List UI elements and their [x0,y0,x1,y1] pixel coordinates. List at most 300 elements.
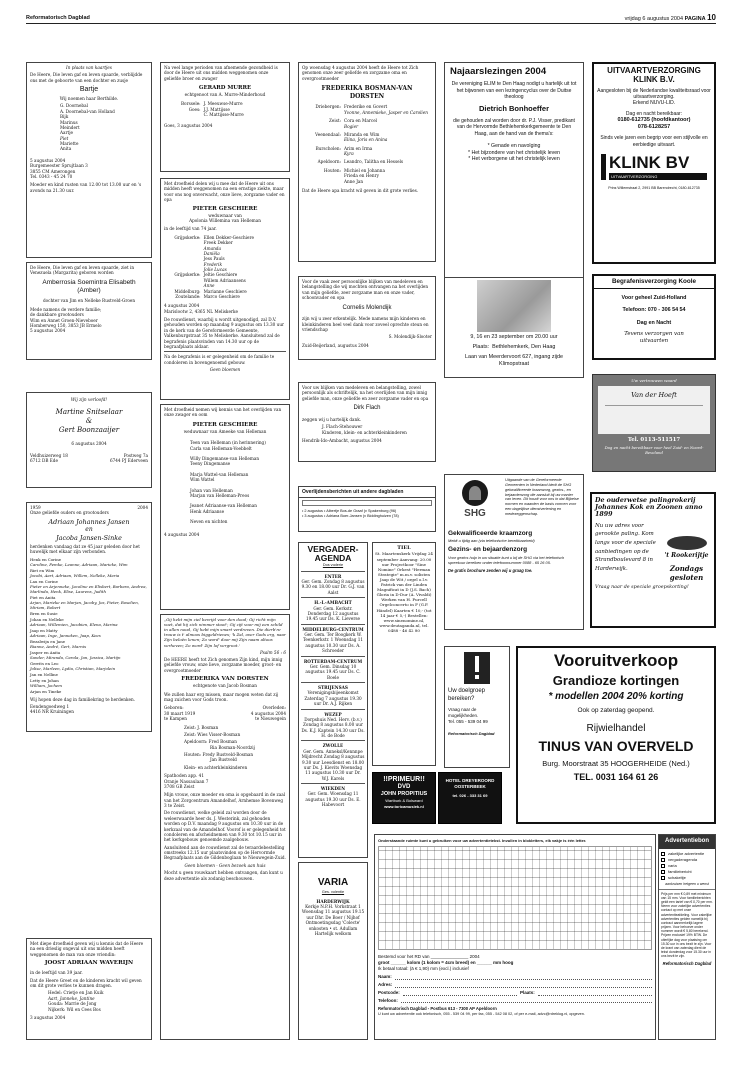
family-member: Ellen Dekker-Geschiere [203,234,254,240]
agenda-text: Ger. Gem. Kerkstr. Donderdag 12 augustus 19.45 uur Ds. K. Lieverse [305,605,361,622]
obituary-bosman [160,614,290,1040]
postcode-field[interactable] [403,990,517,996]
family-member: Frederike en Govert [344,104,388,110]
deceased-name: JOOST ADRIAAN WAVERIJN [44,960,134,967]
fiance-name: Martine Snitselaar [55,408,123,417]
phone-label: Telefoon: [378,997,398,1003]
agenda-text: Verenigingsbijeenkomst Zaterdag 7 augustus 19.30 uur Dr. A.J. Rijken [304,690,362,707]
wife-name: Jacoba Jansen-Sinke [56,533,122,542]
birth-ad-bartje [26,62,152,258]
family-group [164,235,286,273]
year-start: 1959 [30,505,41,510]
paling-closed: Zondags gesloten [669,564,704,583]
shop-phone: TEL. 0031 164 61 26 [573,771,659,782]
klink-text: Erkend NUVU-LID. [632,100,676,107]
place: Houten: [323,167,341,173]
shop-address: Burg. Moorstraat 35 HOOGERHEIDE (Ned.) [542,758,690,768]
family-member: Zeist: J. Bosman [184,724,219,730]
family-member: A. Doornebal-van Holland [60,108,115,114]
obituary-waverijn [26,938,152,1040]
family-line: Arjan, Marieke en Marjan, Jacoby, Jos, Pieter, Roselien, Miriam, Robert [30,599,139,610]
advbon-note: aankruisen hetgeen u wenst [665,882,709,887]
checkbox[interactable] [661,864,665,868]
ad-text: Mocht u geen rouwkaart hebben ontvangen, dan kunt u deze advertentie als zodanig beschouwen. [164,870,283,881]
family-line: William, Jochem [30,682,62,688]
varia-sub: Ges. volentie [321,889,345,894]
deceased-name: Dirk Flach [353,405,381,412]
lecture-place [450,344,578,351]
engagement-ad [26,392,152,488]
advbon-text: Prijs per mm € 0,89 met minimum van 15 mm. Voor familieberichten geldt een tarief van € 0,70 per mm. Neem voor zakelijke advertenties contact op met onze advertentieafdeling. Voor zakelijke advertenties gelden namelijk bij contract aanmerkelijk lagere prijzen. Voor behoeve onder nummer wordt € 5,80 berekend. Prijzen exclusief 19% BTW. De uiterlijke dag voor plaatsing om 15.30 uur in ons bezit te zijn. Voor de krant van zaterdag dient de tekst donderdag voor 15.30 uur in ons bezit te zijn. [659,889,715,961]
family-member: Cora en Marcel [344,118,378,124]
paling-logo [662,522,711,584]
family-line: Jasper en Anita [30,649,61,655]
coupon-note: U kunt uw advertentie ook telefonisch, 055 - 539 04 99, per fax, 055 - 542 08 02, of per e-mail, advc@rdreklog.nl, opgeven. [378,1011,585,1016]
family-member: Marjan van Helleman-Preos [190,492,250,498]
place: Middelburg: [174,288,201,294]
agenda-heading: MIDDELBURG-CENTRUM [302,626,364,632]
place: Goes: [188,106,201,112]
klink-logo [601,154,707,180]
sale-title: Vooruitverkoop [553,651,679,670]
advbon-brand: Reformatorisch Dagblad [662,961,712,967]
family-member: Apeldoorn: Fred Bosman [184,739,237,745]
ad-footer: Moeder en kind rusten van 12.00 tot 13.00 uur en 's avonds na 21.30 uur. [30,182,142,193]
signatory: Hedel: Crietje en Jan Kuik [48,990,104,996]
agenda-item [301,740,365,781]
family-member: Henk Adriaanse [190,508,225,514]
klink-text: Dag en nacht bereikbaar: [625,110,683,117]
paling-logo-text: 't Rookerijtje [664,551,709,559]
family-member: Jeanet Adriaanse-van Helleman [190,503,257,509]
theme: * Het bijzondere van het christelijk leven [468,149,560,156]
ad-sub: echtgenoot van A. Murre-Minderhoud [184,92,266,98]
page-label: PAGINA [684,16,706,22]
section-title: Overlijdensberichten uit andere dagbladen [299,487,435,498]
address-field[interactable] [395,982,652,988]
family-member: Teen van Helleman (in herinnering) [190,440,266,446]
primeur-artist: JOHN PROPITIUS [380,791,428,798]
klink-text: Sinds vele jaren een begrip voor een stijlvolle en eerbiedige uitvaart. [600,135,708,148]
ad-date: Goes, 3 augustus 2004 [164,122,213,128]
postcode-label: Postcode: [378,989,400,995]
ad-age: in de leeftijd van 39 jaar. [30,970,83,976]
bonhoeffer-photo [477,280,551,332]
checkbox[interactable] [661,858,665,862]
theme: * Het verborgene uit het christelijk leven [468,156,560,163]
tiel-concert-ad [372,542,436,766]
concert-heading: TIEL [397,545,411,551]
signatory: Aart, Janneke, Jantine [48,995,95,1001]
paling-ad [590,492,716,628]
ad-text: zeggen wij u hartelijk dank. [302,416,362,422]
family-member: Willy Dingemanse-van Helleman [190,456,260,462]
ad-header: In plaats van kaartjes [66,65,112,70]
family-line: Riet en Wim [30,567,55,573]
ad-body: Voor uw blijken van medeleven en belangstelling, zowel persoonlijk als schriftelijk, na het overlijden van mijn innig geliefde man, onze geliefde en zeer zorgzame vader en opa [302,385,429,401]
signatories [30,990,148,1012]
koole-text: uitvaarten [639,337,669,344]
family-member: Zeist: Wies Visser-Bosman [184,731,241,737]
family-member: Bijk [60,114,69,120]
city-label: Plaats: [520,989,535,995]
ad-header: Wij zijn verloofd! [70,397,108,402]
shg-text: Uitgaande van de Gereformeerde Gemeenten in Nederland biedt de SHG gekwalificeerde kraamzorg, gezins-, en bejaardenzorg die aansluit bij uw manier van leven. Dit houdt voor ons in dat Bijbelse normen en waarden de basis vormen voor een dagelijkse dienstverlening en medezeggenschap. [505,478,579,517]
ad-address: Oranje Nassaulaan 7 [164,778,209,784]
doelgroep-brand: Reformatorisch Dagblad [448,730,495,736]
coupon-instructions: Onderstaande ruimte kunt u gebruiken voor uw advertentietekst. Invullen in blokletters, elk vakje is één letter. [378,838,587,843]
doelgroep-ad [444,646,510,768]
family-list [164,725,286,771]
family-list [30,103,148,151]
other-obituaries-box [298,486,436,532]
family-list [30,557,148,694]
ad-body: Voor de vaak zeer persoonlijke blijken van medeleven en belangstelling die wij mochten ontvangen na het overlijden van mijn geliefde, zeer zorgzame man en onze vader, schoonvader en opa [302,279,429,301]
family-member: Jess Pauls [203,256,225,262]
varia-title: VARIA [317,877,349,888]
died-date: 4 augustus 2004 [250,710,286,716]
themes [450,143,578,163]
obituary-bosman-grandchildren [298,62,436,262]
place: Grijpskerke: [174,272,201,278]
agenda-text: Ger. Gem. Ter Boogkerk W. Teenkerkstr. 1 Woensdag 11 augustus 10.30 uur Ds. A. Schroeder [302,632,364,654]
family-line: Bezalwijn en Jane [30,638,66,644]
coupon-line: Ik betaal totaal: (ä € 1,90) mm (excl.) inclusief [378,965,469,971]
city-field[interactable] [538,990,652,996]
family-member: Aartje [60,130,73,136]
deceased-name: GERARD MURRE [198,85,252,92]
agenda-heading: ROTTERDAM-CENTRUM [303,658,363,664]
ad-address: Eendengoedweg 1 [30,703,70,709]
deceased-name: FREDERIKA BOSMAN-VAN DORSTEN [321,85,413,100]
vdh-top: Uw vertrouwen waard [631,378,677,383]
ad-body: Met diepe droefheid geven wij u kennis dat de Heere na een drieslig ongeval uit ons midden heeft weggenomen de man van onze vriendin: [30,941,144,957]
shg-footer: De gratis brochure zenden wij u graag toe. [448,567,533,573]
ad-text: zijn wij u zeer erkentelijk. Mede namens mijn kinderen en kleinkinderen heel veel dank voor zoveel oprechte steun en vriendschap [302,316,429,332]
ad-footer: Na de begrafenis is er gelegenheid om de familie te condoleren in bovengenoemd gebouw. [164,354,275,365]
thanks-molendijk [298,276,436,360]
varia-box [298,862,368,1040]
agenda-heading: WIEKDEN [320,786,346,792]
doelgroep-title: Uw doelgroep bereiken? [448,688,486,702]
family-member: Arim en Irma [344,145,373,151]
koole-text: Tevens verzorgen van [624,330,684,337]
family-member: Meindert [60,124,80,130]
signature: S. Molendijk-Slooter [388,334,432,340]
ad-city: 3855 CM Amerongen [30,168,76,174]
family-line: Rianne, André, Gert, Marnix [30,643,87,649]
family-member: Mariette [60,141,79,147]
place: Grijpskerke: [174,234,201,240]
died-place: te Nieuwegein [255,716,286,722]
klink-ad [592,62,716,264]
agenda-heading: ZWOLLE [322,743,344,749]
varia-text: Kerkje N.P.H. Vorkstraat 1 Woensdag 11 augustus 19.15 uur Dhr. De Boer / Nijhof Ontmoetingsdag 'Colecte' onkosten • st. Adullam Hartelijk welkom [301,904,365,936]
page-header [26,14,716,24]
family-member: Marco Geschiere [203,293,240,299]
page-number: 10 [707,13,716,22]
ad-footer: Dat de Heere apa kracht wil geven in dit grote verlies. [302,187,419,193]
birth-ad-amber [26,262,152,360]
vdh-footer: Dag en nacht bereikbaar voor heel Zuid- en Noord-Beveland [604,445,704,455]
ad-body: herdenken vandaag dat ze 45 jaar geleden door het huwelijk met elkaar zijn verbonden. [30,543,140,555]
family-line: Arjan en Tineke [30,688,62,694]
ad-phone: Tel. 0343 - 45 24 70 [30,173,73,179]
primeur-url[interactable]: www.toricamusiek.nl [384,803,424,809]
child-name: Amberrosia Soemintra Elisabeth (Amber) [42,278,136,295]
family-line: Bren en Susie [30,610,58,616]
coupon-line: groot ______ kolom (1 kolom = 4cm breed) en ______ mm hoog [378,959,514,965]
family-member: Jan Rustveld [210,757,237,763]
deceased-name: Cornelis Molendijk [342,304,392,311]
klink-text: Aangesloten bij de Nederlandse kwaliteitsraad voor uitvaartverzorging. [597,87,711,100]
checkbox[interactable] [661,852,665,856]
lecture-subject: Dietrich Bonhoeffer [478,104,549,114]
ad-line: Homberweg 150, 3853 JB Ermelo [30,322,102,328]
agenda-text: Ger. Gem. Dinsdag 10 augustus 19.45 uur Ds. C. Boele [305,663,361,680]
year-end: 2004 [137,505,148,510]
husband-name: Adriaan Johannes Jansen [48,517,130,526]
family-member: Frederik [203,261,223,267]
family-line: Letty en Johan [30,677,59,683]
name-field[interactable] [395,974,652,980]
signatories [164,101,286,117]
family-member: Anne Jan [344,178,364,184]
born-place: te Kampen [164,716,187,722]
dates [164,705,286,721]
fish-icon [667,536,707,550]
place: Driebergen: [315,104,341,110]
agenda-heading: WEZEP [324,711,342,717]
ad-line: 5 augustus 2004 [30,328,66,334]
family-line: Henk en Corine [30,556,62,562]
family-member: Wim Wattel [190,477,215,483]
ad-line: Mede namens de verdere familie; [30,306,102,312]
family-member: Willem Adriaansens [203,277,246,283]
family-member: Anita [60,146,72,152]
child-name: Bartje [79,86,99,94]
family-line: Adriaan, Inge, Janneken, Jaap, Kees [30,632,101,638]
klink-title: UITVAARTVERZORGING KLINK B.V. [607,66,701,84]
psalm-ref: Psalm 56 : 6 [259,649,286,655]
family-member: Teeny Dingemanse [190,461,231,467]
paling-text: Nu uw adres voor gerookte paling. Kom langs voor de speciale aanbiedingen op de Strandboulevard 8 in Harderwijk. [595,522,656,572]
agenda-text: Ger. Gem. Anneksl/Kennnpe Mijdrecht Zondag 8 augustus 9.30 uur Leesdienst en 18.00 uur Ds. J. Kievits Woensdag 11 augustus 10.30 uur Dr. W.J. Karels [301,748,365,781]
died-label: Overleden: [262,705,286,711]
fiancee-name: Gert Boonzaaijer [58,426,120,435]
vanderhoeft-ad [592,374,716,472]
obituary-entry: • 2 augustus • Albertje Bos-de Graaf (v Spakenburg (96) [302,509,397,514]
agenda-heading: STRIJENSAS [318,685,348,691]
family-group [164,272,286,288]
ad-date: 4 augustus 2004 [164,532,200,538]
place: Zoutelande: [175,293,201,299]
family-member: Piet [60,135,69,141]
option-label: zakelijke advertentie [668,850,705,856]
ad-body: De HEERE heeft tot Zich genomen Zijn kind, mijn innig geliefde vrouw, onze lieve, zorgzame moeder, groot- en overgrootmoeder [164,657,283,673]
family-line: Piet en Anita [30,594,56,600]
thanks-flach [298,382,436,462]
option-label: familiebericht [668,869,692,874]
ad-body: Op woensdag 4 augustus 2004 heeft de Heere tot Zich genomen onze zeer geliefde en zorgzame oma en overgrootmoeder [302,65,419,81]
ad-body: De Heere, Die leven gaf en leven spaarde, ziet in Venezuela (Margarita) geboren worden [30,265,135,276]
bible-verse: „Gij hebt mijn ziel bevrijd voor den dood; Gij richt mijn voet, dat hij zich nimmer stoot'; Gij zijt voor mij een schild in allen nood, Gij hebt mijn smart verdreven. Die dierb're trouw is t' almoos biggeldrienes; 'k Zal, over Gods erg, naar Zijn beloën lenen; Zo word' door mij Zijn naam altoos verheven; Zo word' Zijn lof vergroot.' [164,617,286,648]
family-member: Carla van Helleman-Voebbelt [190,445,252,451]
family-group [164,294,286,299]
family-member: Kyra [344,151,354,157]
family-line: Adriaan, Willemien, Jacobien, Elena, Marina [30,621,118,627]
deceased-name: PIETER GESCHIERE [192,421,258,428]
hotel-name: HOTEL DREYEROORD [445,778,495,783]
advbon-options [659,849,715,889]
shg-logo-text: SHG [464,508,486,519]
paling-footer: Vraag naar de speciale groepskorting! [595,585,689,591]
lecture-dates: 9, 16 en 23 september om 20.00 uur [470,334,558,340]
koole-ad [592,274,716,360]
najaarslezingen-ad [444,62,584,278]
ad-sub: weduwnaar van Ameeke van Helleman [183,428,267,434]
vdh-phone: Tel. 0113-511517 [627,437,681,444]
ad-body: De Heere, Die leven gaf en leven spaarde, verblijdde ons met de geboorte van een dochter en zusje [30,72,143,83]
ad-date: 6 augustus 2004 [71,441,107,447]
ad-date: 5 augustus 2004 [30,157,66,163]
family-line: Jan en Nelline [30,671,58,677]
klink-logo-text: KLINK BV [609,153,690,172]
name-label: Naam: [378,974,392,980]
klink-phone: 078-6128257 [637,124,671,131]
concert-text: St. Maartenskerk Vrijdag 24 september Aanvang: 20.00 uur Projectkoor "Sine Nomine" Orkest "Herman Strategie" m.m.v. solisten Jaap de Wit / orgel o.l.v. Patrick van der Linden Magnificat in D (J.S. Bach) Gloria in D-Dur (A. Vivaldi) Werken van H. Purcell Orgelconcerto in F (G.F. Händel) Kaarten € 10,- (tot 14 jaar € 5,-) Bestellen: www.sinenomine.nl, www.deutaganda.nl, tel. 0488 - 46 42 80 [375,551,433,634]
agenda-item [301,783,365,808]
born-label: Geboren: [164,705,184,711]
search-field [302,500,432,506]
family-line: Jolise, Marleen, Lydia, Christian, Marjolein [30,665,116,671]
sale-sub: Grandioze kortingen [552,672,680,688]
letter-grid[interactable] [378,846,652,950]
lecture-text: die gehouden zal worden door dr. P.J. Visser, predikant van de Hervormde Bethlehemkerkgemeente te Den Haag, aan de hand van de thema's: [453,117,575,137]
ad-date: Hendrik-Ido-Ambacht, augustus 2004 [302,437,382,443]
primeur-ad [372,772,436,824]
signature: J. Flach-Stehouwer [322,424,363,430]
family-member: Amanda [203,245,221,251]
doelgroep-text: Vraag naar de mogelijkheden. [448,707,479,719]
family-line: Lau en Corine [30,578,58,584]
checkbox[interactable] [661,876,665,880]
ad-text: Aansluitend aan de rouwdienst zal de teraardebestelling omstreeks 12.15 uur plaatsvinden op de Hervormde Begraafplaats aan de Gildenboglaan te Nieuwegein-Zuid. [164,844,286,861]
agenda-sub: Dos voderie [322,562,344,567]
place: Apeldoorn: [317,159,341,165]
family-line: Jacobi, Aart, Adriaan, Willem, Nelleke, Maria [30,572,120,578]
family-member: Anne [203,283,215,289]
place: Zeist: [329,118,341,124]
agenda-item [301,571,365,596]
anniversary-ad [26,502,152,732]
shg-ad [444,474,584,630]
family-member: Jolie Lucas [203,267,227,273]
shg-kraamzorg-title: Gekwalificeerde kraamzorg [448,530,533,537]
ad-body: Na veel lange perioden van afnemende gezondheid is door de Heere uit ons midden weggenomen onze geliefde broer en zwager [164,65,278,81]
klink-phone: 0180-612735 (hoofdkantoor) [617,117,691,124]
family-member: Bogier [344,123,359,129]
family-member: Daniëla [203,250,220,256]
family-member: Yvonne, Annemieke, Jasper en Carolien [344,109,428,115]
paling-title: De ouderwetse palingrokerij Johannes Kok en Zoonen anno 1899 [595,497,703,519]
place-value: Bethlehemkerk, Den Haag [492,343,556,350]
family-member: Houten: Fredy Rustveld-Bosman [184,752,254,758]
place-label: Plaats: [472,343,490,350]
koole-daynight: Dag en Nacht [636,319,672,326]
phone-field[interactable] [401,998,652,1004]
koole-title: Begrafenisverzorging Koole [594,276,714,289]
ad-body: Met droefheid nemen wij kennis van het overlijden van onze zwager en oom [164,407,282,418]
ad-text: De rouwdienst, welke geleid zal worden door de weleerwaarde heer ds. J. Westerink, zal gehouden worden op D.V. maandag 9 augustus om 10.30 uur in de kerkzaal van de Amandelhof. Voorof is er gelegenheid tot condoleren en afscheidnemen van 9.30 tot 10.15 uur in het kerkgebouw genoemde zaalgebouw. [164,810,286,843]
ad-line: Wim en Annet Groen-Nieveboer [30,317,98,323]
option-label: schakeltje [668,875,686,881]
doelgroep-phone: Tel. 055 - 539 04 99 [448,718,488,724]
ad-text: Mijn vrouw, onze moeder en oma is opgebaard in de zaal van het Zorgcentrum Amandelhof, Arnhemse Bovenweg 3 te Zeist. [164,792,286,809]
shg-logo [448,478,502,526]
deceased-name: PIETER GESCHIERE [192,205,258,212]
lecture-address: Laan van Meerdervoort 627, ingang zijde Klimopstraat [465,353,563,367]
signatory: J.J. Mattijsse [203,106,230,112]
ad-text: De rouwdienst, waarbij u wordt uitgenodigd, zal D.V. gehouden worden op maandag 9 augustus om 13.30 uur in de kerk van de Gereformeerde Gemeente, Valkenburgstraat 35 te Meliskerke. Aansluitend zal de begrafenis plaatsvinden van 14.30 uur op de begraafplaats aldaar. [164,317,285,349]
najaarslezingen-photo-block [444,278,584,378]
other-obituaries-list [299,498,435,521]
shop-name: TINUS VAN OVERVELD [538,738,694,755]
family-member: Ria Bosman-Noordzij [210,744,255,750]
place: Burscholen: [315,145,341,151]
ad-address: Spathoden app. 41 [164,773,204,779]
ad-body: Met droefheid delen wij u mee dat de Heere uit ons midden heeft weggenomen na een ernstige ziekte, maar voor ons nog onverwacht, onze lieve, zorgzame vader en opa [164,181,285,203]
varia-heading: HARDERWIJK [316,898,350,904]
family-member: Marinus [60,119,78,125]
family-member: Miranda en Wim [344,131,380,137]
signatory: C. Mattijsse-Murre [203,112,244,118]
family-member: Freek Dekker [203,240,233,246]
obituary-geschiere [160,178,290,400]
checkbox[interactable] [661,870,665,874]
agenda-item [301,624,365,654]
obituary-entry: • 3 augustus • Adriana Boer-Jansen (v Biddinghuizen (78) [302,514,399,519]
family-member: Marja Wattel-van Helleman [190,471,249,477]
family-member: Elina, Joris en Anina [344,137,388,143]
ad-line: de dankbare grootouders [30,312,84,318]
family-list [302,104,432,184]
hotel-city: OOSTERBEEK [454,783,486,789]
ad-sub2: Apolonia Willemina van Helleman [189,218,261,224]
ad-address: Burgemeester Sprujtlaan 3 [30,163,88,169]
city: 6744 PJ Ederveen [109,457,148,463]
signatory: J. Meeuwse-Murre [203,101,243,107]
shg-header [448,478,580,526]
shop-type: Rijwielhandel [586,723,646,735]
family-member: Klein- en achterkleinkinderen [184,764,248,770]
hotel-ad [438,772,502,824]
family-member: Neven en nichten [190,519,228,525]
signatory: Gouda: Marrie de Jong [48,1001,97,1007]
family-member: Frieda en Henry [344,173,379,179]
ad-footer: Wij hopen deze dag in familiekring te herdenken. [30,696,136,702]
masthead: Reformatorisch Dagblad [26,15,90,21]
ad-date: 4 augustus 2004 [164,303,200,309]
family-member: Jeltie Geschiere [203,272,238,278]
address: Postweg 7a [123,452,148,458]
ad-coupon [374,834,656,1040]
advertentiebon [658,834,716,1040]
klink-address: Prins Willemstraat 2, 2991 BB Barendrecht, 0180-612735 [608,185,700,190]
place: Veenendaal: [315,131,341,137]
sale-open: Ook op zaterdag geopend. [577,706,655,714]
ad-address: Marislootw 2, 4365 NL Meliskerke [164,308,238,314]
